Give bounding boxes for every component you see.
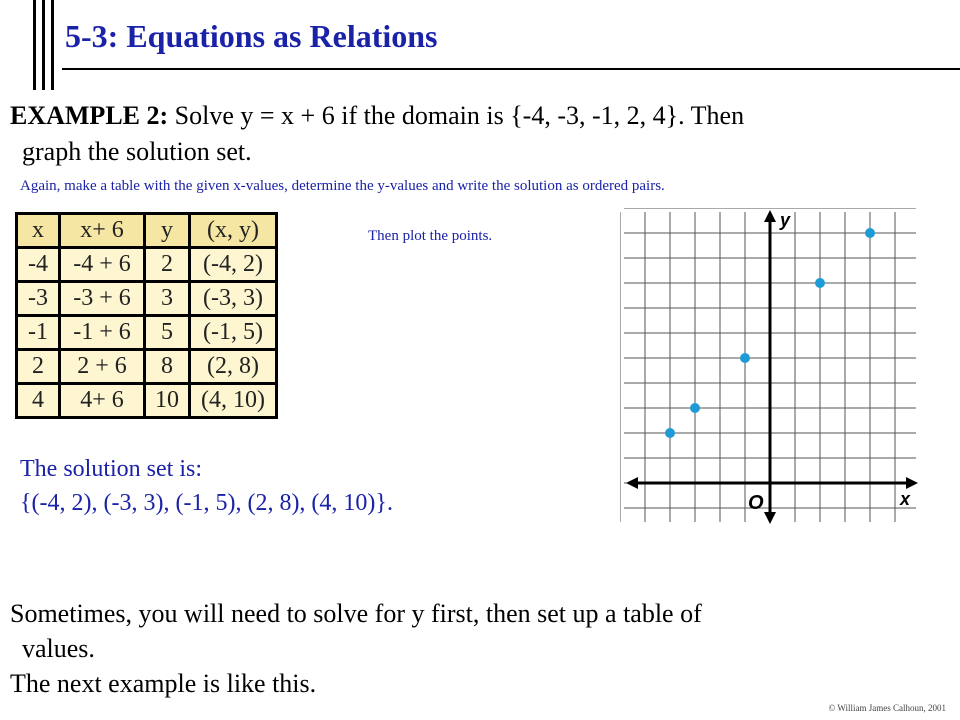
solution-line-1: The solution set is:	[20, 456, 202, 482]
table-cell: 5	[145, 316, 190, 350]
table-row	[17, 350, 277, 384]
table-row	[17, 248, 277, 282]
table-header-cell: (x, y)	[190, 214, 277, 248]
solution-line-2: {(-4, 2), (-3, 3), (-1, 5), (2, 8), (4, 10)}.	[20, 490, 393, 516]
solution-set	[20, 452, 393, 520]
y-axis-arrow-down-icon	[764, 512, 776, 524]
data-point	[815, 278, 825, 288]
table-cell: -1	[17, 316, 60, 350]
table-header-cell: x+ 6	[60, 214, 145, 248]
table-row	[17, 316, 277, 350]
y-axis-arrow-up-icon	[764, 210, 776, 222]
table-header-cell: y	[145, 214, 190, 248]
example-label: EXAMPLE 2:	[10, 101, 169, 130]
table-cell: 4+ 6	[60, 384, 145, 418]
table-cell: 3	[145, 282, 190, 316]
table-cell: -4 + 6	[60, 248, 145, 282]
table-cell: (-3, 3)	[190, 282, 277, 316]
title-underline	[62, 68, 960, 70]
table-cell: (-1, 5)	[190, 316, 277, 350]
slide-title: 5-3: Equations as Relations	[65, 18, 438, 54]
table-cell: (2, 8)	[190, 350, 277, 384]
example-statement	[10, 98, 950, 170]
x-axis-label: x	[900, 489, 911, 509]
example-text-1: Solve y = x + 6 if the domain is {-4, -3, -1, 2, 4}. Then	[168, 101, 745, 130]
title-rule-middle	[42, 0, 45, 90]
table-cell: 2	[17, 350, 60, 384]
table-cell: 8	[145, 350, 190, 384]
table-cell: 2 + 6	[60, 350, 145, 384]
table-cell: (4, 10)	[190, 384, 277, 418]
table-cell: -4	[17, 248, 60, 282]
table-cell: (-4, 2)	[190, 248, 277, 282]
table-cell: 10	[145, 384, 190, 418]
data-point	[665, 428, 675, 438]
table-cell: 4	[17, 384, 60, 418]
y-axis-label: y	[780, 210, 791, 230]
table-header-cell: x	[17, 214, 60, 248]
closing-text	[10, 596, 950, 701]
copyright-notice: © William James Calhoun, 2001	[828, 703, 946, 713]
table-header-row	[17, 214, 277, 248]
table-cell: 2	[145, 248, 190, 282]
table-row	[17, 282, 277, 316]
x-axis-arrow-left-icon	[626, 477, 638, 489]
example-line-1	[10, 98, 950, 134]
x-axis-arrow-right-icon	[906, 477, 918, 489]
origin-label: O	[748, 492, 764, 514]
solution-table	[15, 212, 278, 419]
data-point	[740, 353, 750, 363]
table-cell: -3	[17, 282, 60, 316]
table-row	[17, 384, 277, 418]
closing-line-1: Sometimes, you will need to solve for y first, then set up a table of	[10, 599, 702, 628]
data-point	[865, 228, 875, 238]
plot-note: Then plot the points.	[368, 228, 493, 244]
data-point	[690, 403, 700, 413]
example-text-2: graph the solution set.	[22, 137, 252, 166]
table-cell: -3 + 6	[60, 282, 145, 316]
coordinate-graph	[620, 208, 920, 526]
closing-line-3: The next example is like this.	[10, 669, 317, 698]
title-rule-left	[33, 0, 36, 90]
closing-line-2: values.	[22, 634, 95, 663]
instruction-text: Again, make a table with the given x-values, determine the y-values and write the solution as ordered pairs.	[20, 178, 665, 194]
table-cell: -1 + 6	[60, 316, 145, 350]
title-rule-right	[51, 0, 54, 90]
